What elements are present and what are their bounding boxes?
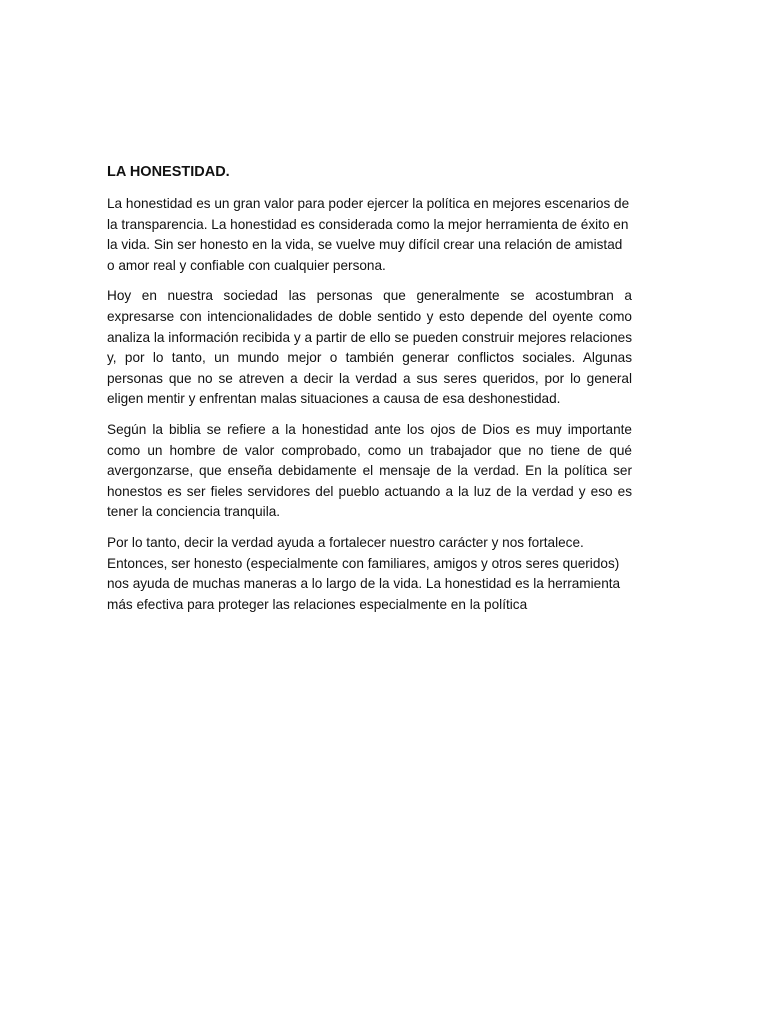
paragraph-1: La honestidad es un gran valor para poder ejercer la política en mejores escenarios de la transparencia. La honestidad es considerada como la mejor herramienta de éxito en la vida. Sin ser honesto en la vida, se vuelve muy difícil crear una relación de amistad o amor real y confiable con cualquier persona. [107, 196, 630, 273]
paragraph-4: Por lo tanto, decir la verdad ayuda a fortalecer nuestro carácter y nos fortalece. Entonces, ser honesto (especialmente con familiares, amigos y otros seres queridos) nos ayuda de muchas maneras a lo largo de la vida. La honestidad es la herramienta más efectiva para proteger las relaciones especialmente en la política [107, 534, 621, 612]
document-body [107, 162, 632, 625]
paragraph-3: Según la biblia se refiere a la honestidad ante los ojos de Dios es muy importante como un hombre de valor comprobado, como un trabajador que no tiene de qué avergonzarse, que enseña debidamente el mensaje de la verdad. En la política ser honestos es ser fieles servidores del pueblo actuando a la luz de la verdad y eso es tener la conciencia tranquila. [107, 421, 632, 520]
document-title: LA HONESTIDAD. [107, 164, 230, 180]
paragraph-2: Hoy en nuestra sociedad las personas que generalmente se acostumbran a expresarse con intencionalidades de doble sentido y esto depende del oyente como analiza la información recibida y a partir de ello se pueden construir mejores relaciones y, por lo tanto, un mundo mejor o también generar conflictos sociales. Algunas personas que no se atreven a decir la verdad a sus seres queridos, por lo general eligen mentir y enfrentan malas situaciones a causa de esa deshonestidad. [107, 288, 632, 407]
